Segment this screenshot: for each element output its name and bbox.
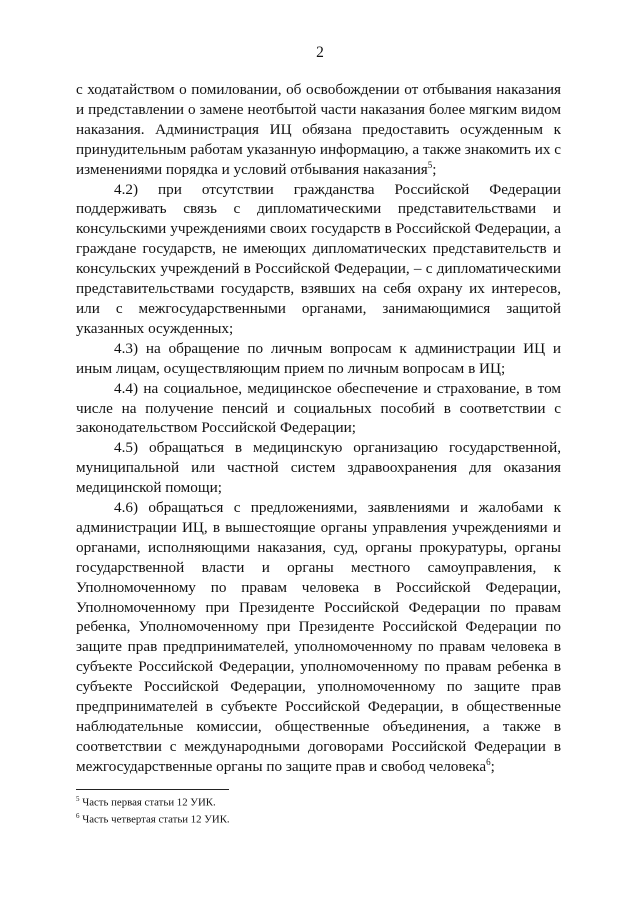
page-number: 2 bbox=[316, 44, 324, 61]
paragraph-4-3 bbox=[76, 339, 561, 379]
paragraph-tail: ; bbox=[432, 160, 437, 178]
paragraph-tail: ; bbox=[490, 757, 495, 775]
footnote-mark: 5 bbox=[76, 795, 80, 803]
footnote-reference[interactable]: 6 bbox=[486, 756, 491, 767]
paragraph-4-6 bbox=[76, 498, 561, 777]
footnotes bbox=[76, 793, 561, 827]
paragraph-text: с ходатайством о помиловании, об освобождении от отбывания наказания и представлении о замене неотбытой части наказания более мягким видом наказания. Администрация ИЦ обязана предоставить осужденным к принудительным работам указанную информацию, а также знакомить их с изменениями порядка и условий отбывания наказания bbox=[76, 81, 561, 178]
footnote-reference[interactable]: 5 bbox=[427, 159, 433, 170]
footnote-5 bbox=[76, 793, 561, 810]
paragraph-text: 4.6) обращаться с предложениями, заявлениями и жалобами к администрации ИЦ, в вышестоящие органы управления учреждениями и органами, исполняющими наказания, суд, органы прокуратуры, органы государственной власти и органы местного самоуправления, к Уполномоченному по правам человека в Российской Федерации, Уполномоченному при Президенте Российской Федерации по правам ребенка, Уполномоченному при Президенте Российской Федерации по защите прав предпринимателей, уполномоченному по правам человека в субъекте Российской Федерации, уполномоченному по правам ребенка в субъекте Российской Федерации, уполномоченному по защите прав предпринимателей в субъекте Российской Федерации, в общественные наблюдательные комиссии, общественные объединения, а также в соответствии с международными договорами Российской Федерации в межгосударственные органы по защите прав и свобод человека bbox=[76, 499, 561, 775]
footnote-divider bbox=[76, 789, 229, 790]
footnote-6 bbox=[76, 810, 561, 827]
paragraph-4-4 bbox=[76, 379, 561, 439]
paragraph-text: 4.2) при отсутствии гражданства Российской Федерации поддерживать связь с дипломатическими представительствами и консульскими учреждениями своих государств в Российской Федерации, а граждане государств, не имеющих дипломатических представительств и консульских учреждений в Российской Федерации, – с дипломатическими представительствами государств, взявших на себя охрану их интересов, или с межгосударственными органами, занимающимися защитой указанных осужденных; bbox=[76, 180, 561, 337]
paragraph-text: 4.5) обращаться в медицинскую организацию государственной, муниципальной или частной систем здравоохранения для оказания медицинской помощи; bbox=[76, 439, 561, 497]
footnote-text: Часть четвертая статьи 12 УИК. bbox=[82, 813, 230, 826]
paragraph-text: 4.3) на обращение по личным вопросам к администрации ИЦ и иным лицам, осуществляющим прием по личным вопросам в ИЦ; bbox=[76, 339, 561, 377]
body-text bbox=[76, 80, 561, 777]
footnote-text: Часть первая статьи 12 УИК. bbox=[82, 796, 216, 809]
footnote-mark: 6 bbox=[76, 812, 80, 821]
paragraph-4-5 bbox=[76, 438, 561, 498]
paragraph-4-2 bbox=[76, 180, 561, 339]
paragraph-text: 4.4) на социальное, медицинское обеспечение и страхование, в том числе на получение пенсий и социальных пособий в соответствии с законодательством Российской Федерации; bbox=[76, 379, 561, 437]
paragraph-continuation bbox=[76, 80, 561, 180]
